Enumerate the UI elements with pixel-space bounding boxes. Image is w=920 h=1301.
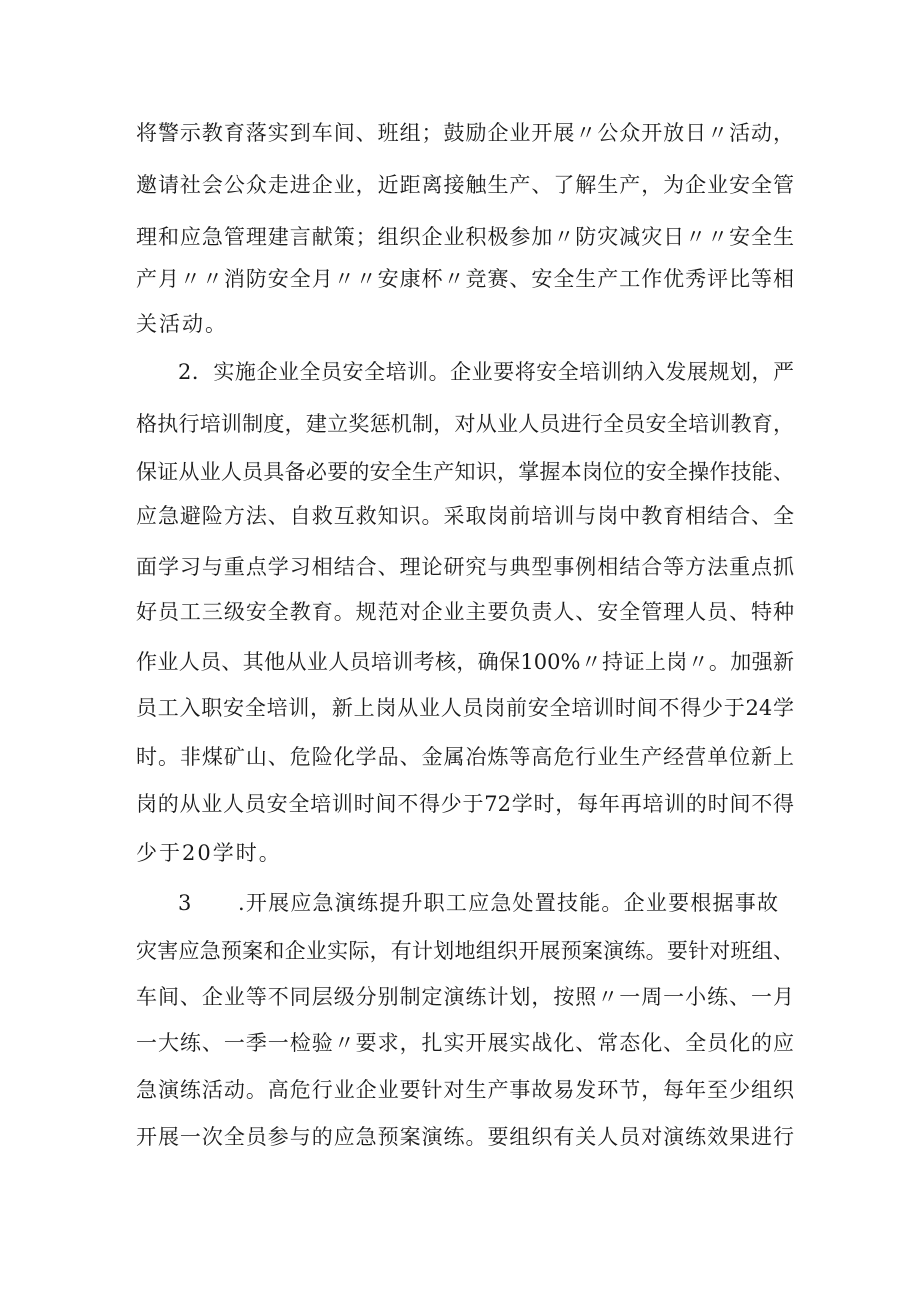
paragraph-3-number: 3 [178, 891, 192, 915]
paragraph-1-line: 将警示教育落实到车间、班组；鼓励企业开展〃公众开放日〃活动， [136, 121, 794, 145]
paragraph-3-line: .开展应急演练提升职工应急处置技能。企业要根据事故 [238, 891, 778, 915]
paragraph-3-line: 急演练活动。高危行业企业要针对生产事故易发环节，每年至少组织 [136, 1078, 794, 1102]
paragraph-3-line: 开展一次全员参与的应急预案演练。要组织有关人员对演练效果进行 [136, 1125, 794, 1149]
paragraph-2-line: 格执行培训制度，建立奖惩机制，对从业人员进行全员安全培训教育， [136, 412, 794, 436]
paragraph-3-line: 一大练、一季一检验〃要求，扎实开展实战化、常态化、全员化的应 [136, 1031, 794, 1055]
paragraph-2-line: 岗的从业人员安全培训时间不得少于72学时，每年再培训的时间不得 [136, 792, 794, 816]
paragraph-3-line: 灾害应急预案和企业实际，有计划地组织开展预案演练。要针对班组、 [136, 939, 794, 963]
paragraph-3-line: 车间、企业等不同层级分别制定演练计划，按照〃一周一小练、一月 [136, 985, 794, 1009]
paragraph-2-line: 2．实施企业全员安全培训。企业要将安全培训纳入发展规划，严 [178, 360, 794, 384]
paragraph-1-line: 理和应急管理建言献策；组织企业积极参加〃防灾减灾日〃〃安全生 [136, 225, 794, 249]
paragraph-1-line: 邀请社会公众走进企业，近距离接触生产、了解生产，为企业安全管 [136, 173, 794, 197]
paragraph-2-line: 时。非煤矿山、危险化学品、金属冶炼等高危行业生产经营单位新上 [136, 745, 794, 769]
paragraph-1-line: 产月〃〃消防安全月〃〃安康杯〃竞赛、安全生产工作优秀评比等相 [136, 267, 794, 291]
paragraph-2-line: 少于20学时。 [136, 841, 282, 865]
paragraph-2-line: 作业人员、其他从业人员培训考核，确保100%〃持证上岗〃。加强新 [136, 650, 794, 674]
paragraph-2-line: 员工入职安全培训，新上岗从业人员岗前安全培训时间不得少于24学 [136, 696, 794, 720]
paragraph-2-line: 好员工三级安全教育。规范对企业主要负责人、安全管理人员、特种 [136, 600, 794, 624]
paragraph-1-line: 关活动。 [136, 312, 228, 336]
paragraph-2-line: 应急避险方法、自救互救知识。采取岗前培训与岗中教育相结合、全 [136, 504, 794, 528]
paragraph-2-line: 面学习与重点学习相结合、理论研究与典型事例相结合等方法重点抓 [136, 555, 794, 579]
paragraph-2-line: 保证从业人员具备必要的安全生产知识，掌握本岗位的安全操作技能、 [136, 460, 794, 484]
